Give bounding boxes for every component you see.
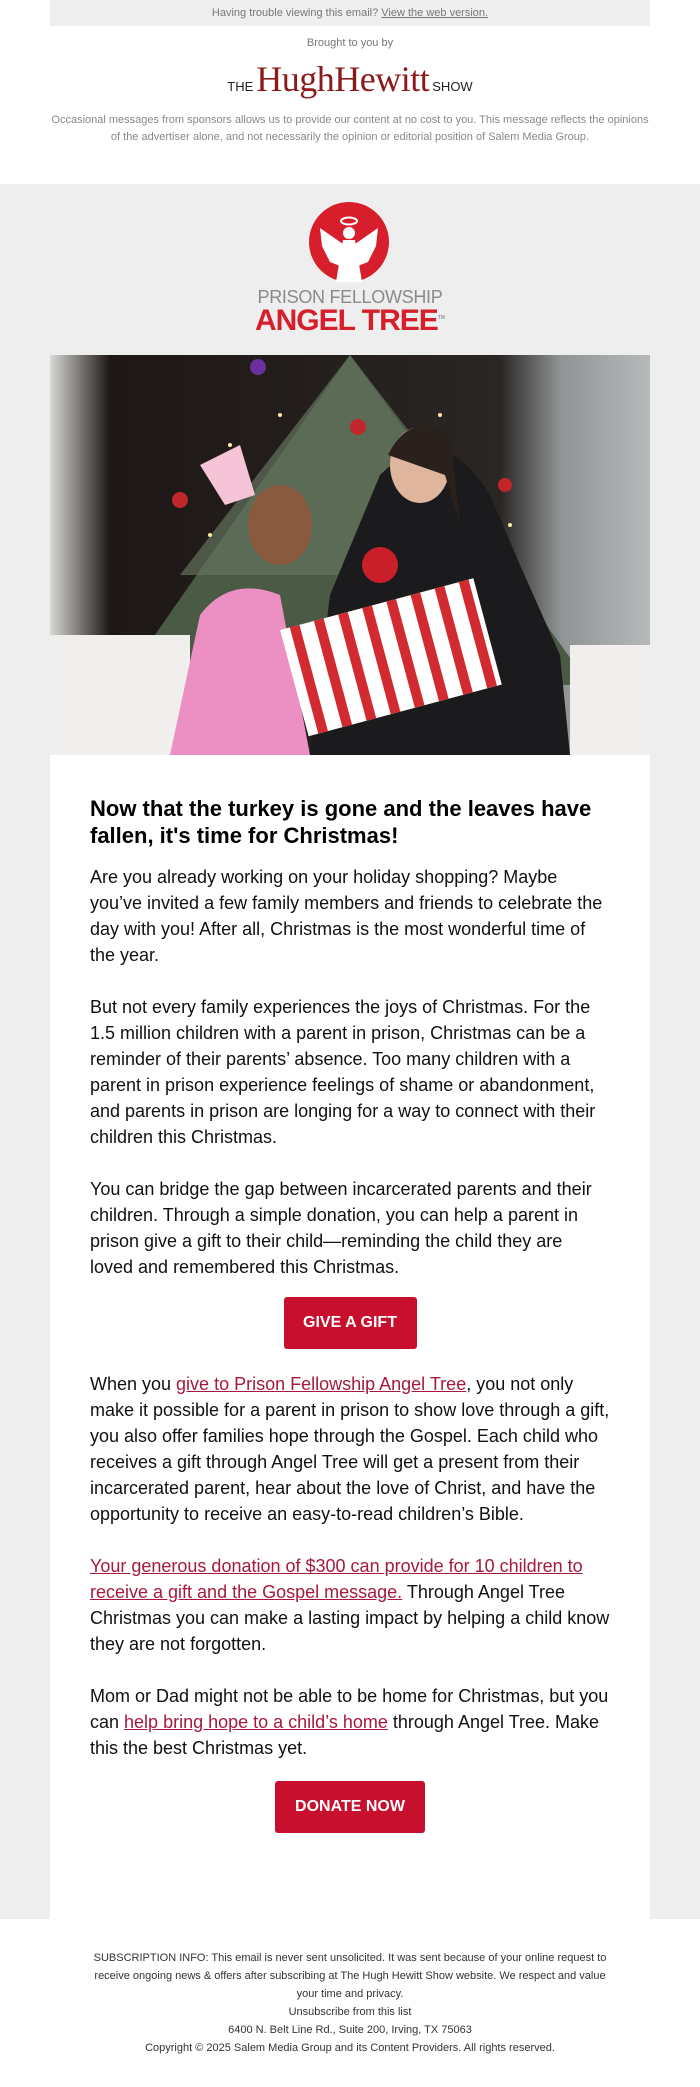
trouble-text: Having trouble viewing this email? (211, 7, 379, 19)
hope-link[interactable]: help bring hope to a child’s home (124, 1712, 388, 1732)
paragraph-5 (90, 1553, 610, 1657)
message-card (50, 755, 650, 1919)
article-heading: Now that the turkey is gone and the leaves have fallen, it's time for Christmas! (90, 796, 592, 848)
logo-angel-tree (0, 304, 700, 338)
logo-show: SHOW (432, 79, 473, 94)
paragraph-4 (90, 1371, 610, 1527)
p4-text-end: , you not only make it possible for a parent in prison to show love through a gift, you also offer families hope through the Gospel. Each child who receives a gift through Angel Tree will get a present from their incarcerated parent, hear about the love of Christ, and have the opportunity to receive an easy-to-read children’s Bible. (90, 1374, 610, 1524)
logo-prison-fellowship: PRISON FELLOWSHIP (257, 287, 443, 307)
paragraph-2: But not every family experiences the joys of Christmas. For the 1.5 million children with a parent in prison, Christmas can be a reminder of their parents’ absence. Too many children with a parent in prison experience feelings of shame or abandonment, and parents in prison are longing for a way to connect with their children this Christmas. (90, 997, 596, 1147)
p6-text: Mom or Dad might not be able to be home for Christmas, but you can (90, 1686, 609, 1732)
copyright: Copyright © 2025 Salem Media Group and its Content Providers. All rights reserved. (145, 2042, 555, 2054)
trademark: TM (437, 315, 446, 321)
hero-photo (50, 355, 650, 755)
p6-text-end: through Angel Tree. Make this the best Christmas yet. (90, 1712, 600, 1758)
unsubscribe-link[interactable]: Unsubscribe from this list (288, 2006, 412, 2018)
p4-text: When you (90, 1374, 177, 1394)
web-version-link[interactable]: View the web version. (381, 7, 489, 19)
give-a-gift-button[interactable]: GIVE A GIFT (284, 1297, 417, 1349)
subscription-info: SUBSCRIPTION INFO: This email is never sent unsolicited. It was sent because of your online request to receive ongoing news & offers after subscribing at The Hugh Hewitt Show website. We respect and value your time and privacy. (93, 1952, 607, 2000)
address: 6400 N. Belt Line Rd., Suite 200, Irving, TX 75063 (228, 2024, 472, 2036)
paragraph-6 (90, 1683, 610, 1761)
web-version-bar (50, 0, 650, 26)
p5-text: Through Angel Tree Christmas you can make a lasting impact by helping a child know they are not forgotten. (90, 1582, 610, 1654)
logo-name: HughHewitt (256, 59, 430, 99)
donation-link[interactable]: Your generous donation of $300 can provide for 10 children to receive a gift and the Gospel message. (90, 1556, 583, 1602)
brought-by-label: Brought to you by (306, 37, 394, 49)
paragraph-3: You can bridge the gap between incarcerated parents and their children. Through a simple donation, you can help a parent in prison give a gift to their child—reminding the child they are loved and remembered this Christmas. (90, 1179, 592, 1277)
footer (90, 1949, 610, 2057)
paragraph-1: Are you already working on your holiday shopping? Maybe you’ve invited a few family members and friends to celebrate the day with you! After all, Christmas is the most wonderful time of the year. (90, 867, 603, 965)
logo-the: THE (227, 79, 254, 94)
sponsor-disclaimer: Occasional messages from sponsors allows us to provide our content at no cost to you. This message reflects the opinions of the advertiser alone, and not necessarily the opinion or editorial position of Salem Media Group. (51, 114, 649, 143)
hugh-hewitt-logo[interactable] (0, 58, 700, 100)
angel-icon (0, 200, 700, 290)
give-link[interactable]: give to Prison Fellowship Angel Tree (176, 1374, 467, 1394)
donate-now-button[interactable]: DONATE NOW (275, 1781, 425, 1833)
logo-angel-tree-text: ANGEL TREE (254, 304, 438, 337)
